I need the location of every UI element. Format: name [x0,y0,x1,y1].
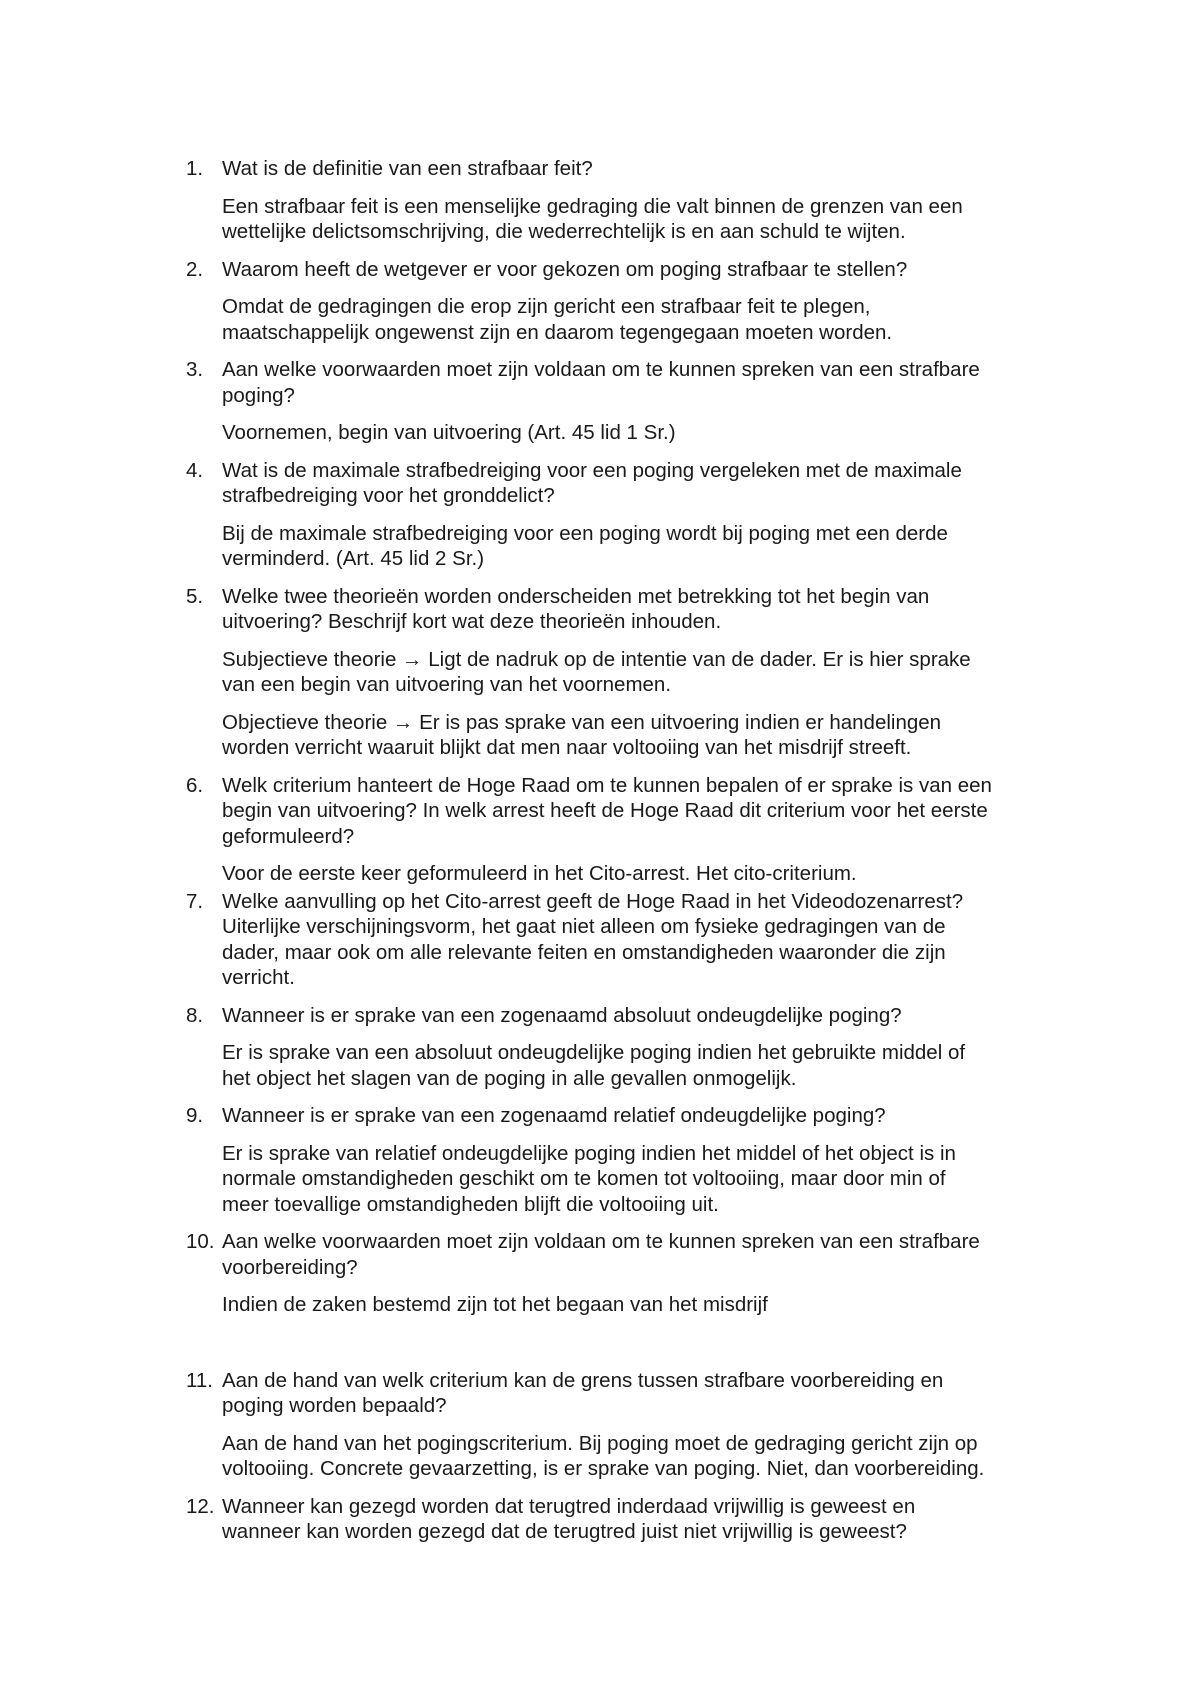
question-text: Aan de hand van welk criterium kan de grens tussen strafbare voorbereiding en poging worden bepaald? [222,1368,944,1417]
item-number: 2. [186,257,204,281]
question-text: Welk criterium hanteert de Hoge Raad om te kunnen bepalen of er sprake is van een begin van uitvoering? In welk arrest heeft de Hoge Raad dit criterium voor het eerste geformuleerd? [222,773,992,848]
question-text: Welke aanvulling op het Cito-arrest geeft de Hoge Raad in het Videodozenarrest? [222,889,964,913]
answer-text: Bij de maximale strafbedreiging voor een poging wordt bij poging met een derde verminderd. (Art. 45 lid 2 Sr.) [222,521,948,570]
answer-text: Er is sprake van relatief ondeugdelijke poging indien het middel of het object is in normale omstandigheden geschikt om te komen tot voltooiing, maar door min of meer toevallige omstandigheden blijft die voltooiing uit. [222,1141,956,1216]
answer-text: Aan de hand van het pogingscriterium. Bij poging moet de gedraging gericht zijn op voltooiing. Concrete gevaarzetting, is er sprake van poging. Niet, dan voorbereiding. [222,1431,985,1480]
answer-text: Subjectieve theorie → Ligt de nadruk op de intentie van de dader. Er is hier sprake van een begin van uitvoering van het voornemen. [222,647,971,696]
answer-text: Voor de eerste keer geformuleerd in het Cito-arrest. Het cito-criterium. [222,862,857,885]
question-text: Wanneer kan gezegd worden dat terugtred inderdaad vrijwillig is geweest en wanneer kan worden gezegd dat de terugtred juist niet vrijwillig is geweest? [222,1494,916,1543]
answer-text: Objectieve theorie → Er is pas sprake van een uitvoering indien er handelingen worden verricht waaruit blijkt dat men naar voltooiing van het misdrijf streeft. [222,710,942,759]
item-number: 3. [186,358,204,381]
answer-text: Omdat de gedragingen die erop zijn gericht een strafbaar feit te plegen, maatschappelijk ongewenst zijn en daarom tegengegaan moeten worden. [222,295,893,344]
question-text: Wat is de maximale strafbedreiging voor een poging vergeleken met de maximale strafbedreiging voor het gronddelict? [222,458,962,507]
answer-text: Voornemen, begin van uitvoering (Art. 45 lid 1 Sr.) [222,421,676,444]
question-text: Aan welke voorwaarden moet zijn voldaan om te kunnen spreken van een strafbare voorbereiding? [222,1230,980,1279]
list-item [186,773,1086,887]
list-item [186,257,1086,346]
question-text: Welke twee theorieën worden onderscheiden met betrekking tot het begin van uitvoering? Beschrijf kort wat deze theorieën inhouden. [222,584,930,633]
list-item [186,1229,1086,1318]
item-number: 10. [186,1230,215,1253]
list-item [186,584,1086,761]
question-text: Aan welke voorwaarden moet zijn voldaan om te kunnen spreken van een strafbare poging? [222,358,980,407]
list-item [186,1103,1086,1217]
answer-text: Er is sprake van een absoluut ondeugdelijke poging indien het gebruikte middel of het object het slagen van de poging in alle gevallen onmogelijk. [222,1041,966,1090]
question-text: Waarom heeft de wetgever er voor gekozen om poging strafbaar te stellen? [222,257,908,281]
list-item [186,458,1086,572]
question-text: Wanneer is er sprake van een zogenaamd absoluut ondeugdelijke poging? [222,1003,902,1027]
answer-text: Uiterlijke verschijningsvorm, het gaat niet alleen om fysieke gedragingen van de dader, maar ook om alle relevante feiten en omstandigheden waaronder die zijn verricht. [222,915,946,989]
list-item [186,1003,1086,1092]
item-number: 1. [186,157,204,180]
list-item [186,357,1086,446]
item-number: 5. [186,584,204,608]
answer-text: Een strafbaar feit is een menselijke gedraging die valt binnen de grenzen van een wettelijke delictsomschrijving, die wederrechtelijk is en aan schuld te wijten. [222,194,963,243]
item-number: 9. [186,1104,204,1127]
item-number: 8. [186,1003,204,1027]
item-number: 4. [186,458,204,482]
question-text: Wanneer is er sprake van een zogenaamd relatief ondeugdelijke poging? [222,1104,886,1127]
answer-text: Indien de zaken bestemd zijn tot het begaan van het misdrijf [222,1293,768,1316]
list-item [186,156,1086,245]
list-item [186,1368,1086,1482]
item-number: 7. [186,889,204,913]
item-number: 11. [186,1368,213,1392]
list-item [186,1494,1086,1545]
item-number: 6. [186,773,204,797]
item-number: 12. [186,1494,215,1518]
list-item [186,889,1086,991]
question-answer-list [186,156,1086,1557]
question-text: Wat is de definitie van een strafbaar feit? [222,157,593,180]
